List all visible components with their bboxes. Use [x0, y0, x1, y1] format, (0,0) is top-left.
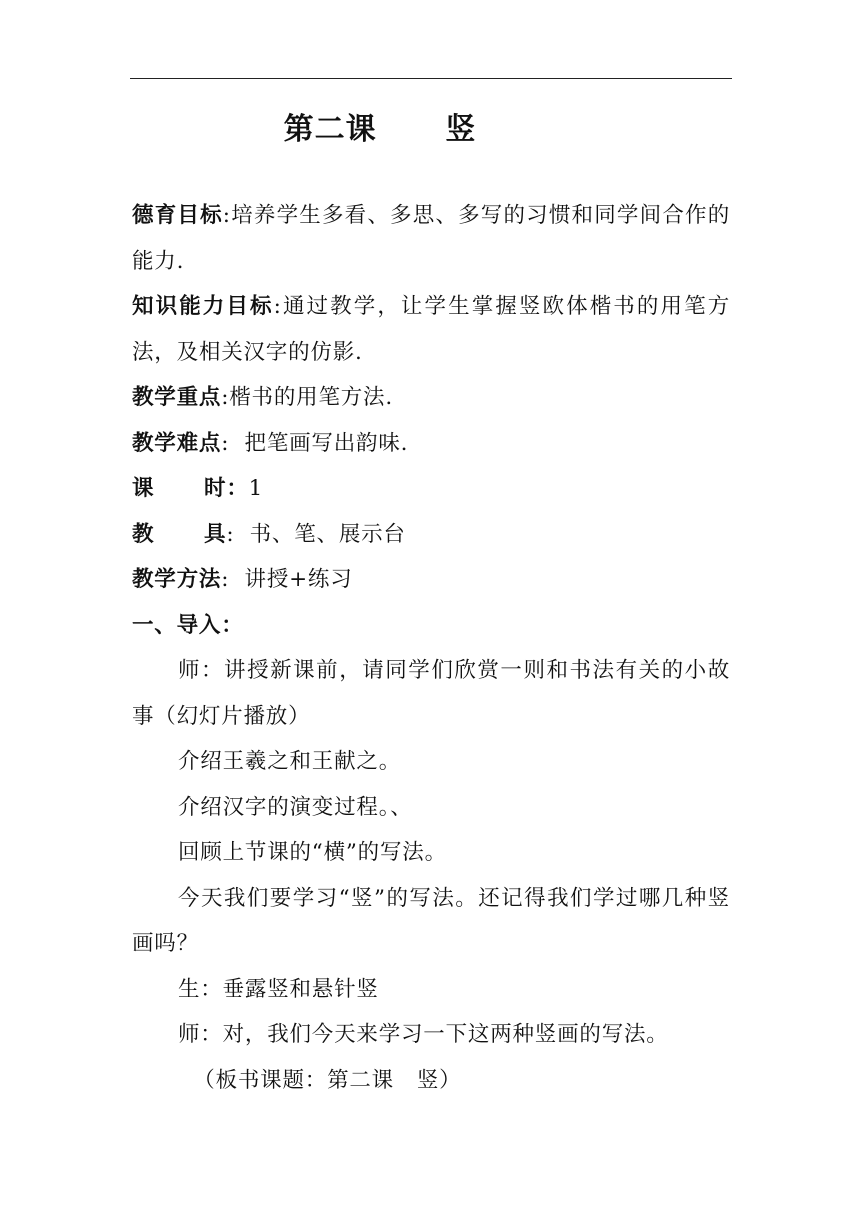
field-method: [132, 557, 730, 603]
paragraph: 介绍王羲之和王献之。: [178, 749, 402, 774]
field-label: 知识能力目标: [132, 294, 274, 319]
field-text: 书、笔、展示台: [234, 521, 406, 547]
field-label: 教学重点: [132, 385, 222, 410]
field-label: 教 具: [132, 521, 227, 547]
field-periods: [132, 466, 730, 512]
document-body: [132, 193, 730, 1103]
paragraph: 师：对，我们今天来学习一下这两种竖画的写法。: [178, 1022, 669, 1047]
field-separator: :: [221, 430, 230, 456]
field-separator: :: [222, 203, 231, 228]
field-separator: ：: [226, 476, 249, 501]
field-text: 讲授+练习: [229, 567, 353, 592]
field-separator: :: [221, 385, 230, 410]
field-label: 德育目标: [132, 203, 223, 228]
paragraph: 生：垂露竖和悬针竖: [178, 976, 379, 1002]
lesson-title: 第二课 竖: [283, 112, 477, 147]
field-text: 把笔画写出韵味.: [229, 430, 409, 456]
field-label: 教学难点: [132, 430, 222, 456]
field-key-point: [132, 375, 730, 421]
field-knowledge-goal: [132, 284, 730, 375]
field-label: 课 时: [132, 476, 227, 501]
field-separator: :: [226, 521, 235, 547]
field-tools: [132, 512, 730, 558]
field-text: 培养学生多看、多思、多写的习惯和同学间合作的能力.: [132, 203, 730, 274]
field-separator: :: [221, 567, 230, 592]
field-text: 1: [248, 476, 264, 501]
paragraph: 师：讲授新课前，请同学们欣赏一则和书法有关的小故事（幻灯片播放）: [132, 658, 730, 729]
field-difficulty: [132, 421, 730, 467]
field-moral-goal: [132, 193, 730, 284]
field-text: 通过教学，让学生掌握竖欧体楷书的用笔方法，及相关汉字的仿影.: [132, 294, 730, 365]
paragraph: （板书课题：第二课 竖）: [178, 1067, 462, 1093]
paragraph: 回顾上节课的“横”的写法。: [178, 840, 447, 865]
field-label: 教学方法: [132, 567, 222, 592]
paragraph: 介绍汉字的演变过程。、: [178, 794, 413, 820]
field-text: 楷书的用笔方法.: [229, 385, 393, 410]
header-rule: [130, 78, 732, 79]
section-heading: 一、导入：: [132, 612, 244, 638]
field-separator: :: [273, 294, 282, 319]
paragraph: 今天我们要学习“竖”的写法。还记得我们学过哪几种竖画吗？: [132, 885, 730, 956]
